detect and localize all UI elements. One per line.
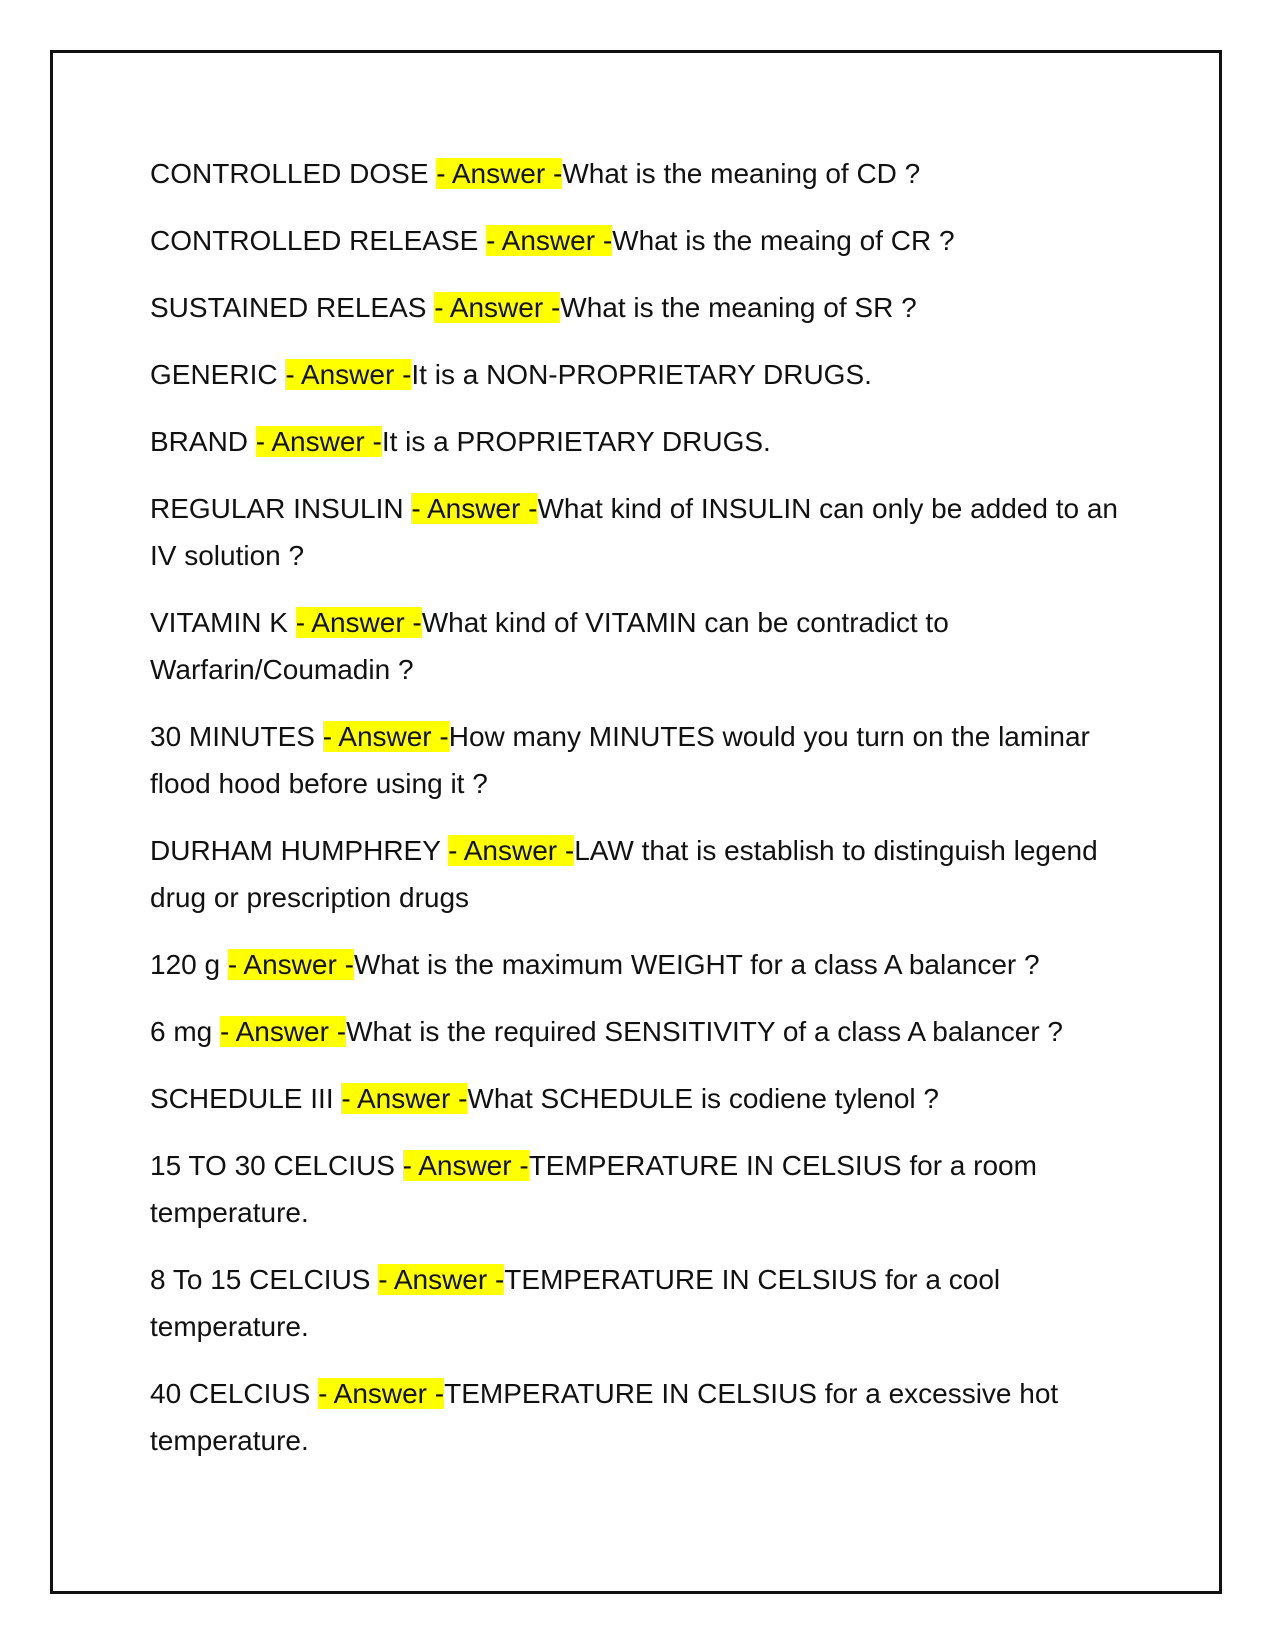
entry-definition: What is the required SENSITIVITY of a class A balancer ?: [346, 1016, 1064, 1047]
answer-separator: - Answer -: [295, 607, 422, 638]
entry-definition: TEMPERATURE IN CELSIUS for a excessive hot temperature.: [150, 1378, 1059, 1456]
entry-definition: What is the maximum WEIGHT for a class A balancer ?: [353, 949, 1040, 980]
entry-definition: LAW that is establish to distinguish legend drug or prescription drugs: [150, 835, 1098, 913]
entry-term: 40 CELCIUS: [150, 1378, 319, 1409]
flashcard-entry: [150, 941, 1140, 988]
entry-definition: How many MINUTES would you turn on the laminar flood hood before using it ?: [150, 721, 1090, 799]
entry-term: 6 mg: [150, 1016, 221, 1047]
entry-term: SUSTAINED RELEAS: [150, 292, 435, 323]
entry-term: 15 TO 30 CELCIUS: [150, 1150, 403, 1181]
entry-definition: It is a PROPRIETARY DRUGS.: [381, 426, 771, 457]
answer-separator: - Answer -: [341, 1083, 468, 1114]
flashcard-list: [150, 150, 1140, 1484]
entry-definition: What kind of INSULIN can only be added to an IV solution ?: [150, 493, 1118, 571]
flashcard-entry: [150, 599, 1140, 693]
entry-term: SCHEDULE III: [150, 1083, 342, 1114]
flashcard-entry: [150, 1142, 1140, 1236]
answer-separator: - Answer -: [220, 1016, 347, 1047]
entry-term: 120 g: [150, 949, 228, 980]
answer-separator: - Answer -: [434, 292, 561, 323]
flashcard-entry: [150, 1256, 1140, 1350]
flashcard-entry: [150, 217, 1140, 264]
flashcard-entry: [150, 1075, 1140, 1122]
flashcard-entry: [150, 713, 1140, 807]
answer-separator: - Answer -: [402, 1150, 529, 1181]
flashcard-entry: [150, 150, 1140, 197]
answer-separator: - Answer -: [448, 835, 575, 866]
entry-definition: What is the meaing of CR ?: [612, 225, 955, 256]
entry-term: 30 MINUTES: [150, 721, 323, 752]
entry-term: REGULAR INSULIN: [150, 493, 412, 524]
answer-separator: - Answer -: [411, 493, 538, 524]
entry-term: CONTROLLED DOSE: [150, 158, 437, 189]
answer-separator: - Answer -: [227, 949, 354, 980]
flashcard-entry: [150, 485, 1140, 579]
entry-definition: What kind of VITAMIN can be contradict to Warfarin/Coumadin ?: [150, 607, 949, 685]
entry-definition: TEMPERATURE IN CELSIUS for a cool temperature.: [150, 1264, 1001, 1342]
entry-term: 8 To 15 CELCIUS: [150, 1264, 379, 1295]
entry-definition: TEMPERATURE IN CELSIUS for a room temperature.: [150, 1150, 1037, 1228]
flashcard-entry: [150, 827, 1140, 921]
flashcard-entry: [150, 1370, 1140, 1464]
flashcard-entry: [150, 418, 1140, 465]
answer-separator: - Answer -: [486, 225, 613, 256]
entry-term: GENERIC: [150, 359, 286, 390]
answer-separator: - Answer -: [318, 1378, 445, 1409]
answer-separator: - Answer -: [285, 359, 412, 390]
answer-separator: - Answer -: [378, 1264, 505, 1295]
answer-separator: - Answer -: [322, 721, 449, 752]
entry-term: BRAND: [150, 426, 256, 457]
answer-separator: - Answer -: [436, 158, 563, 189]
entry-term: CONTROLLED RELEASE: [150, 225, 487, 256]
entry-definition: It is a NON-PROPRIETARY DRUGS.: [411, 359, 872, 390]
flashcard-entry: [150, 351, 1140, 398]
entry-definition: What SCHEDULE is codiene tylenol ?: [467, 1083, 939, 1114]
entry-term: DURHAM HUMPHREY: [150, 835, 449, 866]
entry-term: VITAMIN K: [150, 607, 296, 638]
flashcard-entry: [150, 284, 1140, 331]
answer-separator: - Answer -: [255, 426, 382, 457]
entry-definition: What is the meaning of CD ?: [562, 158, 921, 189]
flashcard-entry: [150, 1008, 1140, 1055]
entry-definition: What is the meaning of SR ?: [560, 292, 917, 323]
